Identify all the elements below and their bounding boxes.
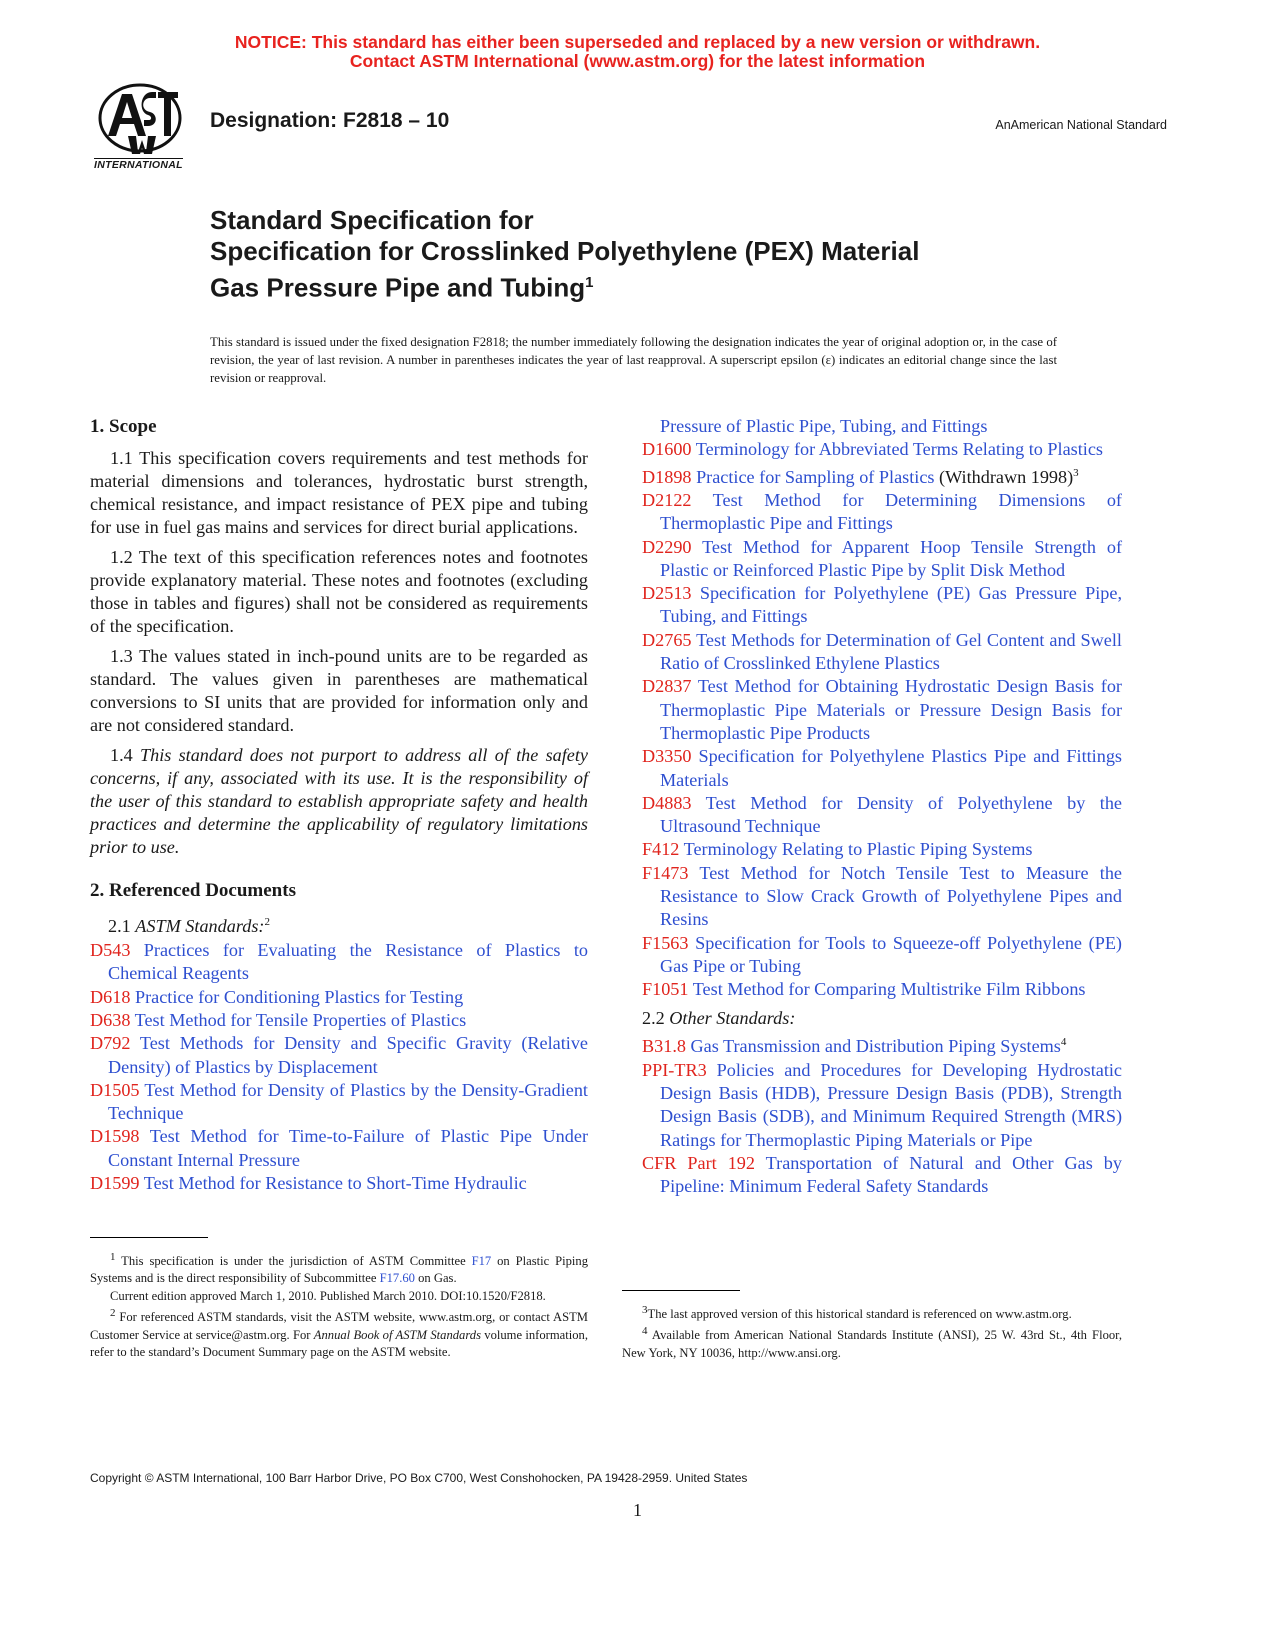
reference-title[interactable]: Test Method for Apparent Hoop Tensile Strength of Plastic or Reinforced Plastic Pipe by Split Disk Method <box>660 536 1122 580</box>
other-standards-text: Other Standards: <box>669 1008 796 1029</box>
reference-item[interactable] <box>642 745 1122 792</box>
page-number: 1 <box>633 1500 642 1520</box>
footnote-2-italic: Annual Book of ASTM Standards <box>313 1327 481 1342</box>
reference-title[interactable]: Terminology Relating to Plastic Piping Systems <box>679 839 1033 860</box>
left-reference-list <box>90 939 588 1195</box>
footnote-1-marker: 1 <box>110 1251 116 1263</box>
reference-item[interactable] <box>642 582 1122 629</box>
reference-title[interactable]: Test Methods for Determination of Gel Content and Swell Ratio of Crosslinked Ethylene Plastics <box>660 629 1122 674</box>
footnote-2-text-a: For referenced ASTM standards, visit the ASTM website, www.astm.org, or contact ASTM Customer Service at service@astm.org. For <box>90 1310 588 1342</box>
reference-title[interactable]: Test Method for Determining Dimensions of Thermoplastic Pipe and Fittings <box>660 489 1122 534</box>
scope-para-2: 1.2 The text of this specification references notes and footnotes provide explanatory material. These notes and footnotes (excluding those in tables and figures) shall not be considered as requirements of the specification. <box>90 547 588 636</box>
notice-line-1: NOTICE: This standard has either been superseded and replaced by a new version or withdrawn. <box>234 32 1041 52</box>
reference-title[interactable]: Test Method for Obtaining Hydrostatic Design Basis for Thermoplastic Pipe Materials or Pressure Design Basis for Thermoplastic Pipe Products <box>660 676 1122 743</box>
reference-code[interactable]: D1598 <box>90 1126 140 1147</box>
right-reference-list <box>642 438 1122 1001</box>
footnote-rule-right <box>622 1290 740 1291</box>
reference-code[interactable]: B31.8 <box>642 1036 686 1057</box>
reference-item[interactable] <box>642 536 1122 583</box>
reference-title[interactable]: Specification for Tools to Squeeze-off Polyethylene (PE) Gas Pipe or Tubing <box>660 932 1122 976</box>
left-column <box>90 415 588 1195</box>
footnote-1-edition: Current edition approved March 1, 2010. Published March 2010. DOI:10.1520/F2818. <box>110 1288 546 1303</box>
footnote-4 <box>622 1323 1122 1362</box>
national-standard-label: AnAmerican National Standard <box>995 118 1167 132</box>
reference-title[interactable]: Specification for Polyethylene (PE) Gas Pressure Pipe, Tubing, and Fittings <box>660 583 1122 627</box>
footnote-4-text: Available from American National Standards Institute (ANSI), 25 W. 43rd St., 4th Floor, New York, NY 10036, http://www.ansi.org. <box>622 1328 1122 1360</box>
scope-heading: 1. Scope <box>90 416 157 437</box>
subcommittee-f17-60-link[interactable]: F17.60 <box>379 1271 415 1286</box>
reference-code[interactable]: D1898 <box>642 466 692 487</box>
footnote-2 <box>90 1305 588 1361</box>
designation: Designation: F2818 – 10 <box>210 109 450 132</box>
astm-standards-sup: 2 <box>264 916 270 928</box>
reference-item[interactable] <box>642 1152 1122 1199</box>
reference-title[interactable]: Test Method for Density of Plastics by the Density-Gradient Technique <box>108 1079 588 1124</box>
scope-para-3: 1.3 The values stated in inch-pound units are to be regarded as standard. The values given in parentheses are mathematical conversions to SI units that are provided for information only and are not considered standard. <box>90 646 588 735</box>
reference-code[interactable]: D543 <box>90 940 131 961</box>
title-line-2: Specification for Crosslinked Polyethylene (PEX) Material <box>210 236 920 266</box>
scope-para-4-num: 1.4 <box>110 745 140 765</box>
footnote-2-marker: 2 <box>110 1307 116 1320</box>
reference-item[interactable] <box>642 862 1122 932</box>
reference-code[interactable]: F1051 <box>642 979 689 1000</box>
reference-title[interactable]: Policies and Procedures for Developing Hydrostatic Design Basis (HDB), Pressure Design Basis (PDB), Strength Design Basis (SDB), and Minimum Required Strength (MRS) Ratings for Thermoplastic Piping Materials or Pipe <box>660 1059 1122 1150</box>
copyright-line: Copyright © ASTM International, 100 Barr Harbor Drive, PO Box C700, West Conshohocken, PA 19428-2959. United States <box>90 1471 748 1485</box>
title-line-1: Standard Specification for <box>210 205 534 235</box>
reference-title[interactable]: Test Method for Density of Polyethylene by the Ultrasound Technique <box>660 792 1122 837</box>
intro-paragraph: This standard is issued under the fixed designation F2818; the number immediately following the designation indicates the year of original adoption or, in the case of revision, the year of last revision. A number in parentheses indicates the year of last reapproval. A superscript epsilon (ε) indicates an editorial change since the last revision or reapproval. <box>210 335 1057 385</box>
reference-title[interactable]: Gas Transmission and Distribution Piping Systems <box>685 1036 1061 1057</box>
reference-note: (Withdrawn 1998) <box>934 466 1074 487</box>
reference-title[interactable]: Test Method for Time-to-Failure of Plastic Pipe Under Constant Internal Pressure <box>108 1126 588 1170</box>
reference-title[interactable]: Transportation of Natural and Other Gas by Pipeline: Minimum Federal Safety Standards <box>660 1153 1122 1197</box>
reference-item[interactable] <box>90 1079 588 1126</box>
reference-code[interactable]: D2122 <box>642 489 692 510</box>
footnotes-right <box>622 1302 1122 1362</box>
notice-line-2: Contact ASTM International (www.astm.org) for the latest information <box>349 51 926 71</box>
reference-code[interactable]: D1599 <box>90 1173 140 1194</box>
reference-item[interactable] <box>642 792 1122 839</box>
reference-footnote-marker: 4 <box>1060 1036 1067 1049</box>
reference-item[interactable] <box>642 932 1122 979</box>
continued-reference[interactable]: Pressure of Plastic Pipe, Tubing, and Fittings <box>660 416 988 436</box>
footnote-1 <box>90 1249 588 1288</box>
reference-title[interactable]: Test Method for Notch Tensile Test to Measure the Resistance to Slow Crack Growth of Polyethylene Pipes and Resins <box>660 862 1122 930</box>
other-standards-label <box>642 1007 1122 1030</box>
footnotes-left <box>90 1249 588 1361</box>
reference-item[interactable] <box>90 1125 588 1172</box>
right-column <box>642 415 1122 1199</box>
reference-code[interactable]: F1563 <box>642 932 689 953</box>
reference-footnote-marker: 3 <box>1073 466 1079 479</box>
reference-title[interactable]: Terminology for Abbreviated Terms Relating to Plastics <box>691 439 1104 460</box>
reference-title[interactable]: Practices for Evaluating the Resistance of Plastics to Chemical Reagents <box>108 940 588 984</box>
reference-title[interactable]: Test Method for Comparing Multistrike Film Ribbons <box>688 979 1086 1000</box>
astm-standards-num: 2.1 <box>108 916 136 937</box>
footnote-1-text-a: This specification is under the jurisdiction of ASTM Committee <box>115 1254 472 1269</box>
reference-code[interactable]: D4883 <box>642 792 692 813</box>
reference-item[interactable] <box>90 1032 588 1079</box>
reference-code[interactable]: CFR Part 192 <box>642 1153 755 1174</box>
reference-code[interactable]: D638 <box>90 1009 131 1030</box>
reference-item[interactable] <box>642 978 1122 1001</box>
scope-para-4-text: This standard does not purport to address all of the safety concerns, if any, associated with its use. It is the responsibility of the user of this standard to establish appropriate safety and health practices and determine the applicability of regulatory limitations prior to use. <box>90 745 588 857</box>
logo-label: INTERNATIONAL <box>94 159 183 171</box>
reference-item[interactable] <box>90 986 588 1009</box>
reference-item[interactable] <box>642 489 1122 536</box>
reference-title[interactable]: Specification for Polyethylene Plastics Pipe and Fittings Materials <box>660 746 1122 790</box>
reference-code[interactable]: D3350 <box>642 746 692 767</box>
reference-code[interactable]: F1473 <box>642 862 689 883</box>
scope-para-1: 1.1 This specification covers requirements and test methods for material dimensions and tolerances, hydrostatic burst strength, chemical resistance, and impact resistance of PEX pipe and tubing for use in fuel gas mains and services for direct burial applications. <box>90 448 588 537</box>
footnote-rule-left <box>90 1237 208 1238</box>
reference-item[interactable] <box>90 1172 588 1195</box>
other-standards-num: 2.2 <box>642 1008 670 1029</box>
footnote-2-text-b: volume information, refer to the standard’s Document Summary page on the ASTM website. <box>90 1327 588 1359</box>
reference-code[interactable]: D2290 <box>642 536 692 557</box>
reference-item[interactable] <box>90 1009 588 1032</box>
reference-item[interactable] <box>642 1059 1122 1152</box>
astm-standards-label <box>108 911 588 938</box>
reference-code[interactable]: D1600 <box>642 439 692 460</box>
reference-item[interactable] <box>642 675 1122 745</box>
title-line-3-text: Gas Pressure Pipe and Tubing <box>210 272 586 303</box>
astm-logo <box>92 80 192 172</box>
reference-code[interactable]: D2765 <box>642 629 692 650</box>
scope-para-4 <box>90 744 588 859</box>
reference-code[interactable]: D2513 <box>642 583 692 604</box>
reference-item[interactable] <box>642 438 1122 461</box>
astm-standards-text: ASTM Standards: <box>135 916 265 937</box>
reference-title[interactable]: Test Methods for Density and Specific Gravity (Relative Density) of Plastics by Displacement <box>108 1033 588 1077</box>
reference-title[interactable]: Test Method for Tensile Properties of Plastics <box>130 1009 467 1030</box>
reference-item[interactable] <box>642 1031 1122 1058</box>
reference-item[interactable] <box>642 838 1122 861</box>
footnote-3-marker: 3 <box>642 1304 648 1316</box>
reference-item[interactable] <box>642 629 1122 676</box>
reference-title[interactable]: Practice for Sampling of Plastics <box>691 466 935 487</box>
reference-item[interactable] <box>90 939 588 986</box>
reference-code[interactable]: D2837 <box>642 676 692 697</box>
document-title <box>210 205 919 304</box>
reference-code[interactable]: PPI-TR3 <box>642 1059 707 1080</box>
footnote-3 <box>622 1302 1122 1323</box>
refs-heading: 2. Referenced Documents <box>90 880 296 901</box>
other-reference-list <box>642 1031 1122 1198</box>
committee-f17-link[interactable]: F17 <box>471 1254 492 1269</box>
reference-title[interactable]: Practice for Conditioning Plastics for Testing <box>130 986 464 1007</box>
footnote-1-text-c: on Gas. <box>414 1271 457 1286</box>
reference-code[interactable]: D618 <box>90 986 131 1007</box>
reference-title[interactable]: Test Method for Resistance to Short-Time Hydraulic <box>139 1173 527 1194</box>
reference-item[interactable] <box>642 462 1122 489</box>
title-footnote-marker: 1 <box>585 274 594 291</box>
reference-code[interactable]: D1505 <box>90 1079 140 1100</box>
reference-code[interactable]: F412 <box>642 839 680 860</box>
footnote-1-text-b: on Plastic Piping Systems and is the direct responsibility of Subcommittee <box>90 1254 589 1286</box>
title-line-3 <box>210 267 919 304</box>
reference-code[interactable]: D792 <box>90 1033 131 1054</box>
footnote-4-marker: 4 <box>642 1325 648 1338</box>
footnote-3-text: The last approved version of this historical standard is referenced on www.astm.org. <box>647 1307 1072 1322</box>
notice-banner <box>0 33 1275 71</box>
